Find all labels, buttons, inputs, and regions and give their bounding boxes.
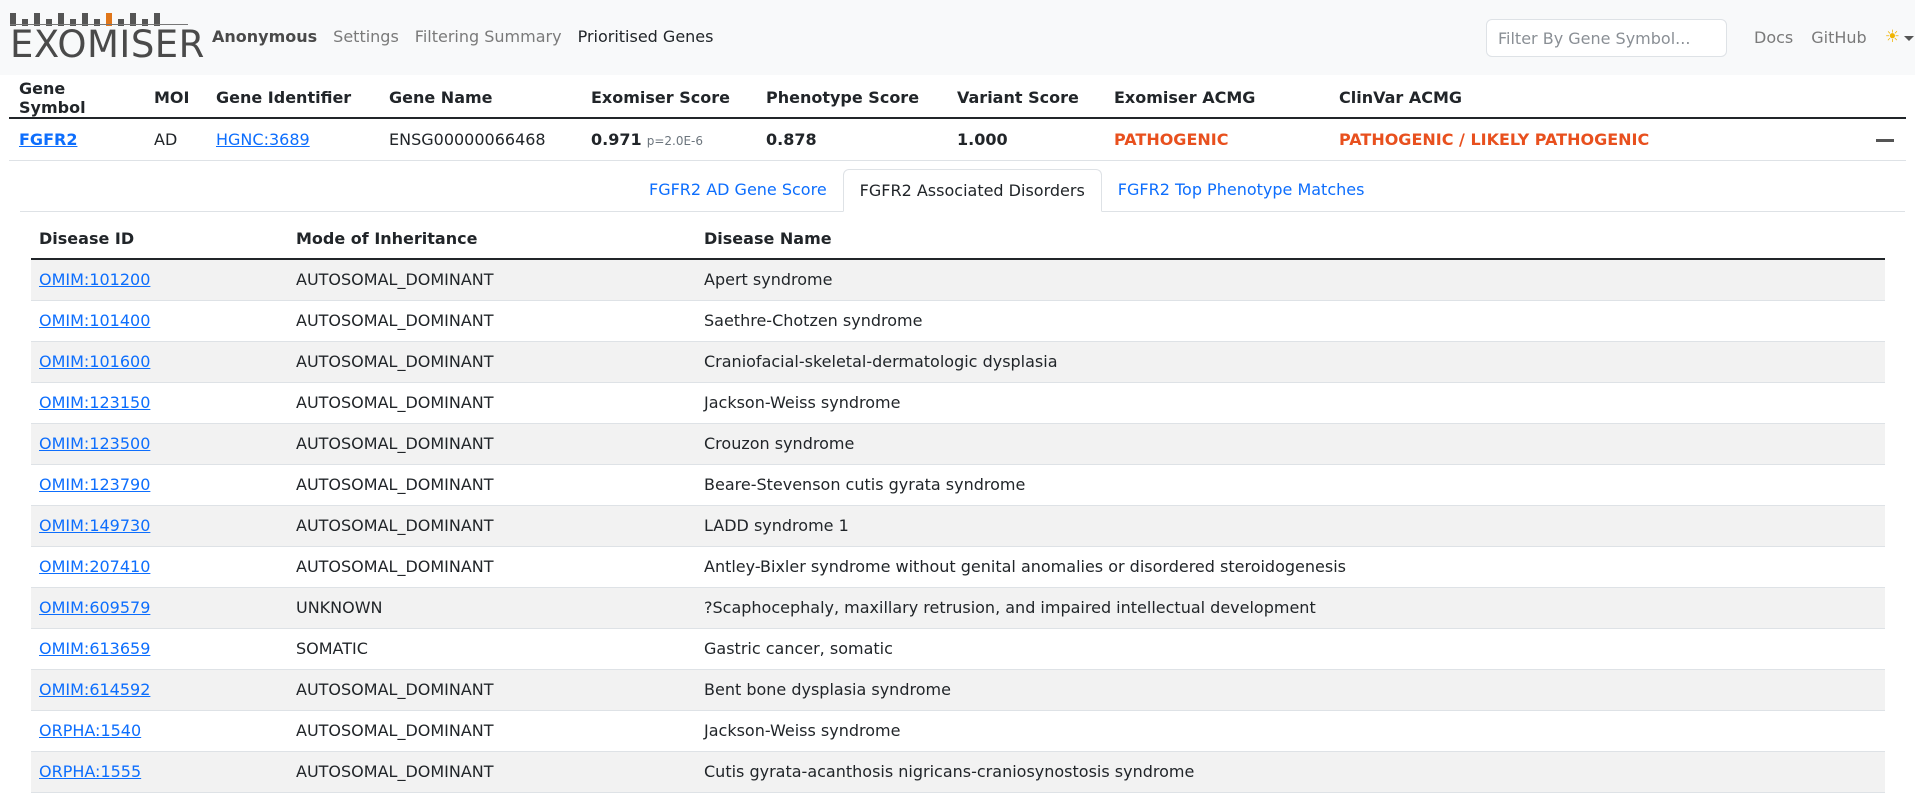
gene-table: [9, 78, 1906, 161]
sun-icon: ☀: [1884, 27, 1900, 47]
nav-right: [1754, 27, 1914, 47]
theme-toggle[interactable]: [1885, 27, 1914, 47]
disease-name: Jackson-Weiss syndrome: [696, 710, 1885, 751]
table-row: [31, 423, 1885, 464]
gene-detail-tabs: [20, 169, 1905, 212]
col-exomiser-acmg[interactable]: Exomiser ACMG: [1104, 78, 1329, 118]
nav-brand-anonymous[interactable]: Anonymous: [212, 27, 318, 46]
table-row: [31, 751, 1885, 792]
table-row: [31, 546, 1885, 587]
exomiser-acmg-badge: PATHOGENIC: [1114, 129, 1229, 149]
disease-id-link[interactable]: OMIM:123790: [39, 475, 151, 494]
gene-table-header: [9, 78, 1906, 118]
disease-id-link[interactable]: ORPHA:1540: [39, 721, 142, 740]
disease-name: Craniofacial-skeletal-dermatologic dysplasia: [696, 341, 1885, 382]
table-row: [31, 628, 1885, 669]
col-disease-name[interactable]: Disease Name: [696, 219, 1885, 259]
col-disease-id[interactable]: Disease ID: [31, 219, 288, 259]
disease-name: ?Scaphocephaly, maxillary retrusion, and impaired intellectual development: [696, 587, 1885, 628]
col-phenotype-score[interactable]: Phenotype Score: [756, 78, 947, 118]
gene-symbol-filter-input[interactable]: [1486, 19, 1727, 57]
table-row: [31, 464, 1885, 505]
disease-id-link[interactable]: OMIM:609579: [39, 598, 151, 617]
clinvar-acmg-badge: PATHOGENIC / LIKELY PATHOGENIC: [1339, 129, 1650, 149]
col-mode-of-inheritance[interactable]: Mode of Inheritance: [288, 219, 696, 259]
disease-id-link[interactable]: OMIM:101400: [39, 311, 151, 330]
disorders-table: [31, 219, 1885, 793]
disease-name: Jackson-Weiss syndrome: [696, 382, 1885, 423]
table-row: [31, 587, 1885, 628]
disease-name: Beare-Stevenson cutis gyrata syndrome: [696, 464, 1885, 505]
disease-moi: AUTOSOMAL_DOMINANT: [288, 546, 696, 587]
disease-moi: UNKNOWN: [288, 587, 696, 628]
nav-link-filtering-summary[interactable]: Filtering Summary: [414, 27, 562, 46]
disease-name: Crouzon syndrome: [696, 423, 1885, 464]
gene-name: ENSG00000066468: [379, 118, 581, 160]
col-variant-score[interactable]: Variant Score: [947, 78, 1104, 118]
table-row: [31, 341, 1885, 382]
collapse-icon[interactable]: [1876, 139, 1894, 142]
gene-moi: AD: [144, 118, 206, 160]
gene-symbol-link[interactable]: FGFR2: [19, 129, 78, 149]
exomiser-pvalue: p=2.0E-6: [646, 133, 704, 148]
disease-name: Bent bone dysplasia syndrome: [696, 669, 1885, 710]
disease-moi: AUTOSOMAL_DOMINANT: [288, 259, 696, 300]
disease-moi: AUTOSOMAL_DOMINANT: [288, 423, 696, 464]
navbar: [0, 0, 1915, 75]
nav-links: [212, 27, 713, 46]
disease-id-link[interactable]: OMIM:149730: [39, 516, 151, 535]
disease-moi: AUTOSOMAL_DOMINANT: [288, 751, 696, 792]
gene-row[interactable]: [9, 118, 1906, 160]
disease-name: Cutis gyrata-acanthosis nigricans-craniosynostosis syndrome: [696, 751, 1885, 792]
disease-moi: AUTOSOMAL_DOMINANT: [288, 669, 696, 710]
tab-associated-disorders[interactable]: FGFR2 Associated Disorders: [843, 169, 1102, 212]
nav-link-docs[interactable]: Docs: [1754, 27, 1794, 47]
col-gene-identifier[interactable]: Gene Identifier: [206, 78, 379, 118]
gene-identifier-link[interactable]: HGNC:3689: [216, 129, 310, 149]
disease-moi: AUTOSOMAL_DOMINANT: [288, 464, 696, 505]
col-moi[interactable]: MOI: [144, 78, 206, 118]
nav-link-github[interactable]: GitHub: [1811, 27, 1867, 47]
table-row: [31, 259, 1885, 300]
disorders-table-header: [31, 219, 1885, 259]
chevron-down-icon: [1904, 36, 1914, 41]
exomiser-score-cell: [581, 118, 756, 160]
phenotype-score: 0.878: [766, 129, 817, 149]
disease-name: Gastric cancer, somatic: [696, 628, 1885, 669]
col-exomiser-score[interactable]: Exomiser Score: [581, 78, 756, 118]
table-row: [31, 505, 1885, 546]
tab-gene-score[interactable]: FGFR2 AD Gene Score: [649, 180, 827, 199]
col-gene-name[interactable]: Gene Name: [379, 78, 581, 118]
variant-score: 1.000: [957, 129, 1008, 149]
disease-moi: SOMATIC: [288, 628, 696, 669]
disease-id-link[interactable]: OMIM:613659: [39, 639, 151, 658]
tab-top-phenotype-matches[interactable]: FGFR2 Top Phenotype Matches: [1117, 180, 1365, 199]
disease-id-link[interactable]: OMIM:101600: [39, 352, 151, 371]
disease-id-link[interactable]: OMIM:101200: [39, 270, 151, 290]
col-toggle: [1866, 78, 1906, 118]
col-clinvar-acmg[interactable]: ClinVar ACMG: [1329, 78, 1866, 118]
table-row: [31, 300, 1885, 341]
disease-moi: AUTOSOMAL_DOMINANT: [288, 505, 696, 546]
table-row: [31, 710, 1885, 751]
table-row: [31, 669, 1885, 710]
exomiser-logo[interactable]: [10, 12, 205, 66]
disease-id-link[interactable]: OMIM:123150: [39, 393, 151, 412]
nav-link-prioritised-genes[interactable]: Prioritised Genes: [577, 27, 714, 46]
nav-link-settings[interactable]: Settings: [333, 27, 399, 46]
exomiser-score: 0.971: [591, 129, 642, 149]
col-gene-symbol[interactable]: Gene Symbol: [9, 78, 144, 118]
disease-name: Antley-Bixler syndrome without genital anomalies or disordered steroidogenesis: [696, 546, 1885, 587]
logo-text: EXOMISER: [10, 23, 205, 66]
disease-id-link[interactable]: ORPHA:1555: [39, 762, 142, 781]
disease-moi: AUTOSOMAL_DOMINANT: [288, 341, 696, 382]
table-row: [31, 382, 1885, 423]
disease-id-link[interactable]: OMIM:614592: [39, 680, 151, 699]
disease-moi: AUTOSOMAL_DOMINANT: [288, 710, 696, 751]
disease-moi: AUTOSOMAL_DOMINANT: [288, 300, 696, 341]
disease-moi: AUTOSOMAL_DOMINANT: [288, 382, 696, 423]
disease-name: Apert syndrome: [696, 259, 1885, 300]
disease-name: LADD syndrome 1: [696, 505, 1885, 546]
disease-id-link[interactable]: OMIM:207410: [39, 557, 151, 576]
disease-name: Saethre-Chotzen syndrome: [696, 300, 1885, 341]
disease-id-link[interactable]: OMIM:123500: [39, 434, 151, 453]
